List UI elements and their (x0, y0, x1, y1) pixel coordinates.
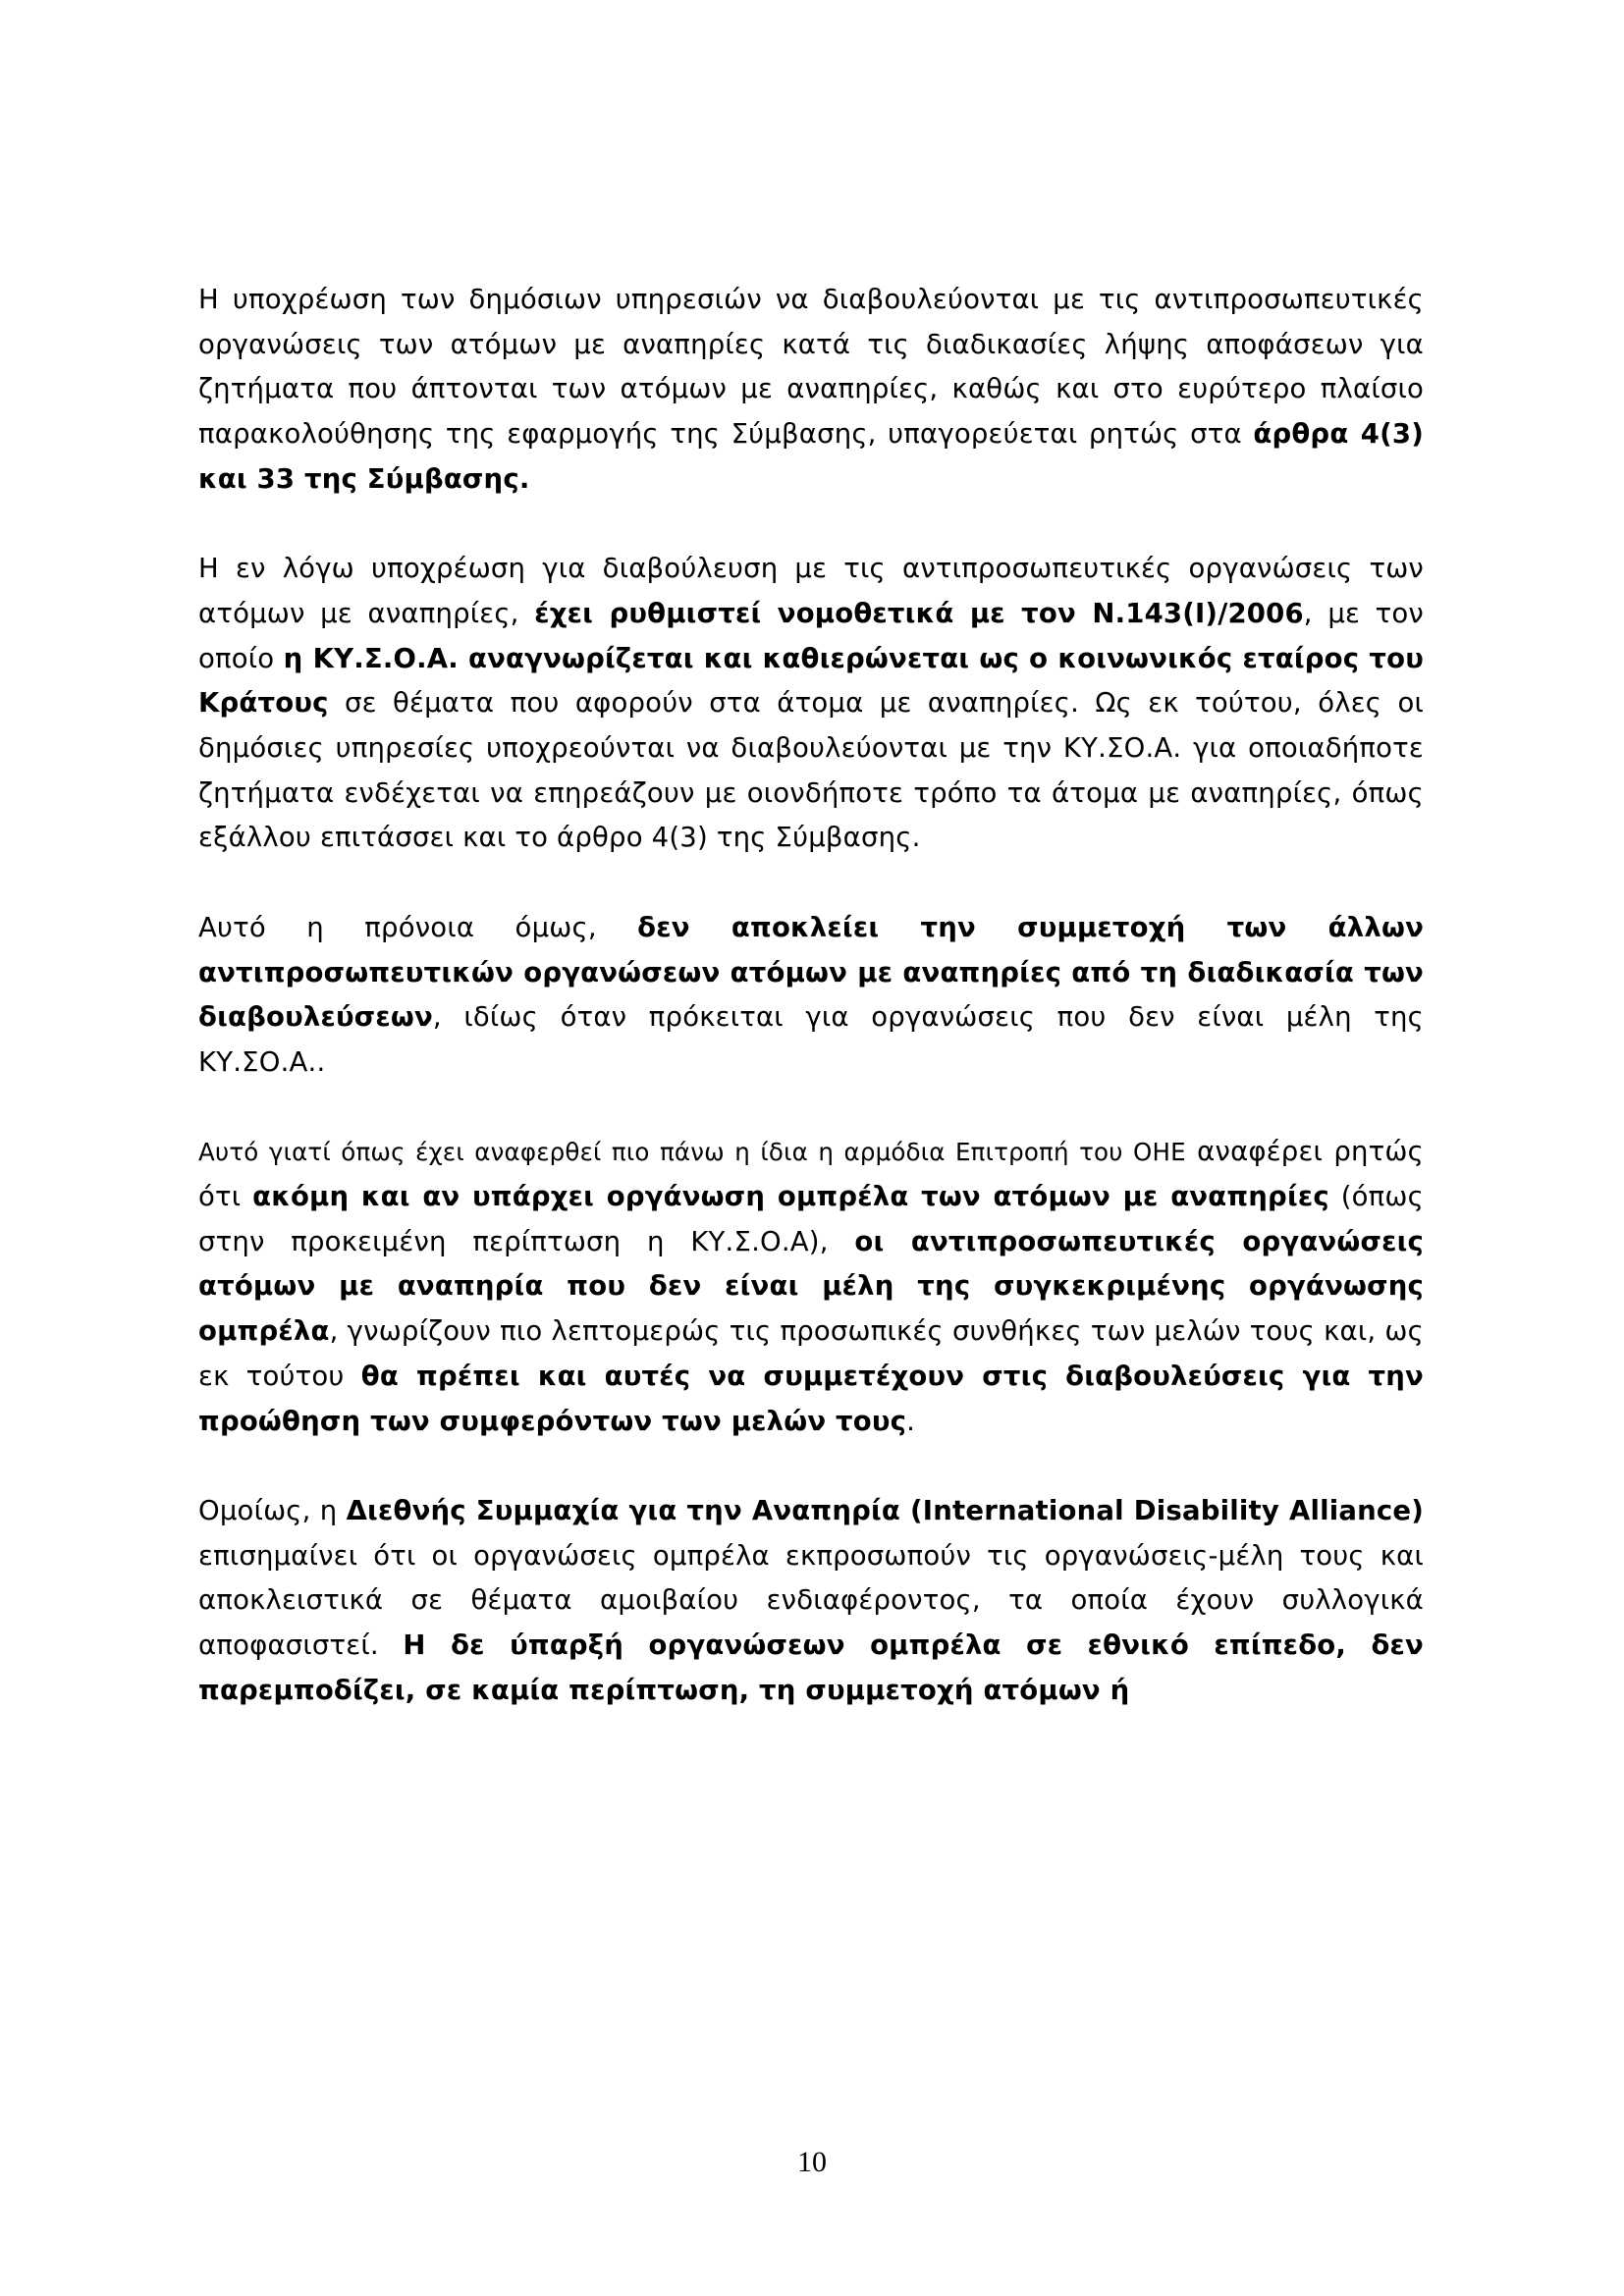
text-segment: . (906, 1405, 916, 1437)
bold-segment: άρθρα 4(3) και 33 της Σύμβασης. (198, 418, 1425, 495)
text-segment: , γνωρίζουν πιο λεπτομερώς τις προσωπικές συνθήκες των μελών τους και, ως εκ τούτου (198, 1315, 1424, 1392)
page-number: 10 (797, 2146, 827, 2178)
bold-segment: ακόμη και αν υπάρχει οργάνωση ομπρέλα των ατόμων με αναπηρίες (252, 1181, 1329, 1213)
paragraph-other-organisations (198, 906, 1424, 1086)
text-segment: επισημαίνει ότι οι οργανώσεις ομπρέλα εκπροσωπούν τις οργανώσεις-μέλη τους και αποκλειστικά σε θέματα αμοιβαίου ενδιαφέροντος, τα οποία έχουν συλλογικά αποφασιστεί. (198, 1539, 1424, 1662)
text-segment: αναφέρει ρητώς ότι (198, 1136, 1424, 1213)
text-segment: , με τον οποίο (198, 597, 1424, 674)
paragraph-international-disability-alliance (198, 1489, 1424, 1714)
text-segment: Αυτό η πρόνοια όμως, (198, 911, 638, 943)
text-segment: Αυτό γιατί όπως έχει αναφερθεί πιο πάνω η ίδια η αρμόδια Επιτροπή του ΟΗΕ (198, 1138, 1186, 1167)
bold-segment: Διεθνής Συμμαχία για την Αναπηρία (International Disability Alliance) (346, 1494, 1424, 1526)
bold-segment: οι αντιπροσωπευτικές οργανώσεις ατόμων με αναπηρία που δεν είναι μέλη της συγκεκριμένης οργάνωσης ομπρέλα (198, 1225, 1424, 1348)
body-text (198, 278, 1424, 1758)
text-segment: Η εν λόγω υποχρέωση για διαβούλευση με τις αντιπροσωπευτικές οργανώσεις των ατόμων με αναπηρίες, (198, 553, 1424, 629)
text-segment: Ομοίως, η (198, 1494, 347, 1526)
text-segment: Η υποχρέωση των δημόσιων υπηρεσιών να διαβουλεύονται με τις αντιπροσωπευτικές οργανώσεις των ατόμων με αναπηρίες κατά τις διαδικασίες λήψης αποφάσεων για ζητήματα που άπτονται των ατόμων με αναπηρίες, καθώς και στο ευρύτερο πλαίσιο παρακολούθησης της εφαρμογής της Σύμβασης, υπαγορεύεται ρητώς στα (198, 284, 1424, 451)
bold-segment: δεν αποκλείει την συμμετοχή των άλλων αντιπροσωπευτικών οργανώσεων ατόμων με αναπηρίες από τη διαδικασία των διαβουλεύσεων (198, 911, 1425, 1034)
paragraph-legal-framework (198, 547, 1424, 861)
text-segment: (όπως στην προκειμένη περίπτωση η ΚΥ.Σ.Ο.Α), (198, 1181, 1424, 1257)
bold-segment: θα πρέπει και αυτές να συμμετέχουν στις διαβουλεύσεις για την προώθηση των συμφερόντων των μελών τους (198, 1360, 1424, 1437)
bold-segment: Η δε ύπαρξή οργανώσεων ομπρέλα σε εθνικό επίπεδο, δεν παρεμποδίζει, σε καμία περίπτωση, τη συμμετοχή ατόμων ή (198, 1629, 1424, 1706)
text-segment: , ιδίως όταν πρόκειται για οργανώσεις που δεν είναι μέλη της ΚΥ.ΣΟ.Α.. (198, 1001, 1424, 1078)
text-segment: σε θέματα που αφορούν στα άτομα με αναπηρίες. Ως εκ τούτου, όλες οι δημόσιες υπηρεσίες υποχρεούνται να διαβουλεύονται με την ΚΥ.ΣΟ.Α. για οποιαδήποτε ζητήματα ενδέχεται να επηρεάζουν με οιονδήποτε τρόπο τα άτομα με αναπηρίες, όπως εξάλλου επιτάσσει και το άρθρο 4(3) της Σύμβασης. (198, 687, 1424, 854)
paragraph-consultation-obligation (198, 278, 1424, 503)
bold-segment: έχει ρυθμιστεί νομοθετικά με τον Ν.143(Ι)/2006 (534, 597, 1304, 629)
paragraph-un-committee (198, 1130, 1424, 1444)
bold-segment: η ΚΥ.Σ.Ο.Α. αναγνωρίζεται και καθιερώνεται ως ο κοινωνικός εταίρος του Κράτους (198, 642, 1424, 720)
